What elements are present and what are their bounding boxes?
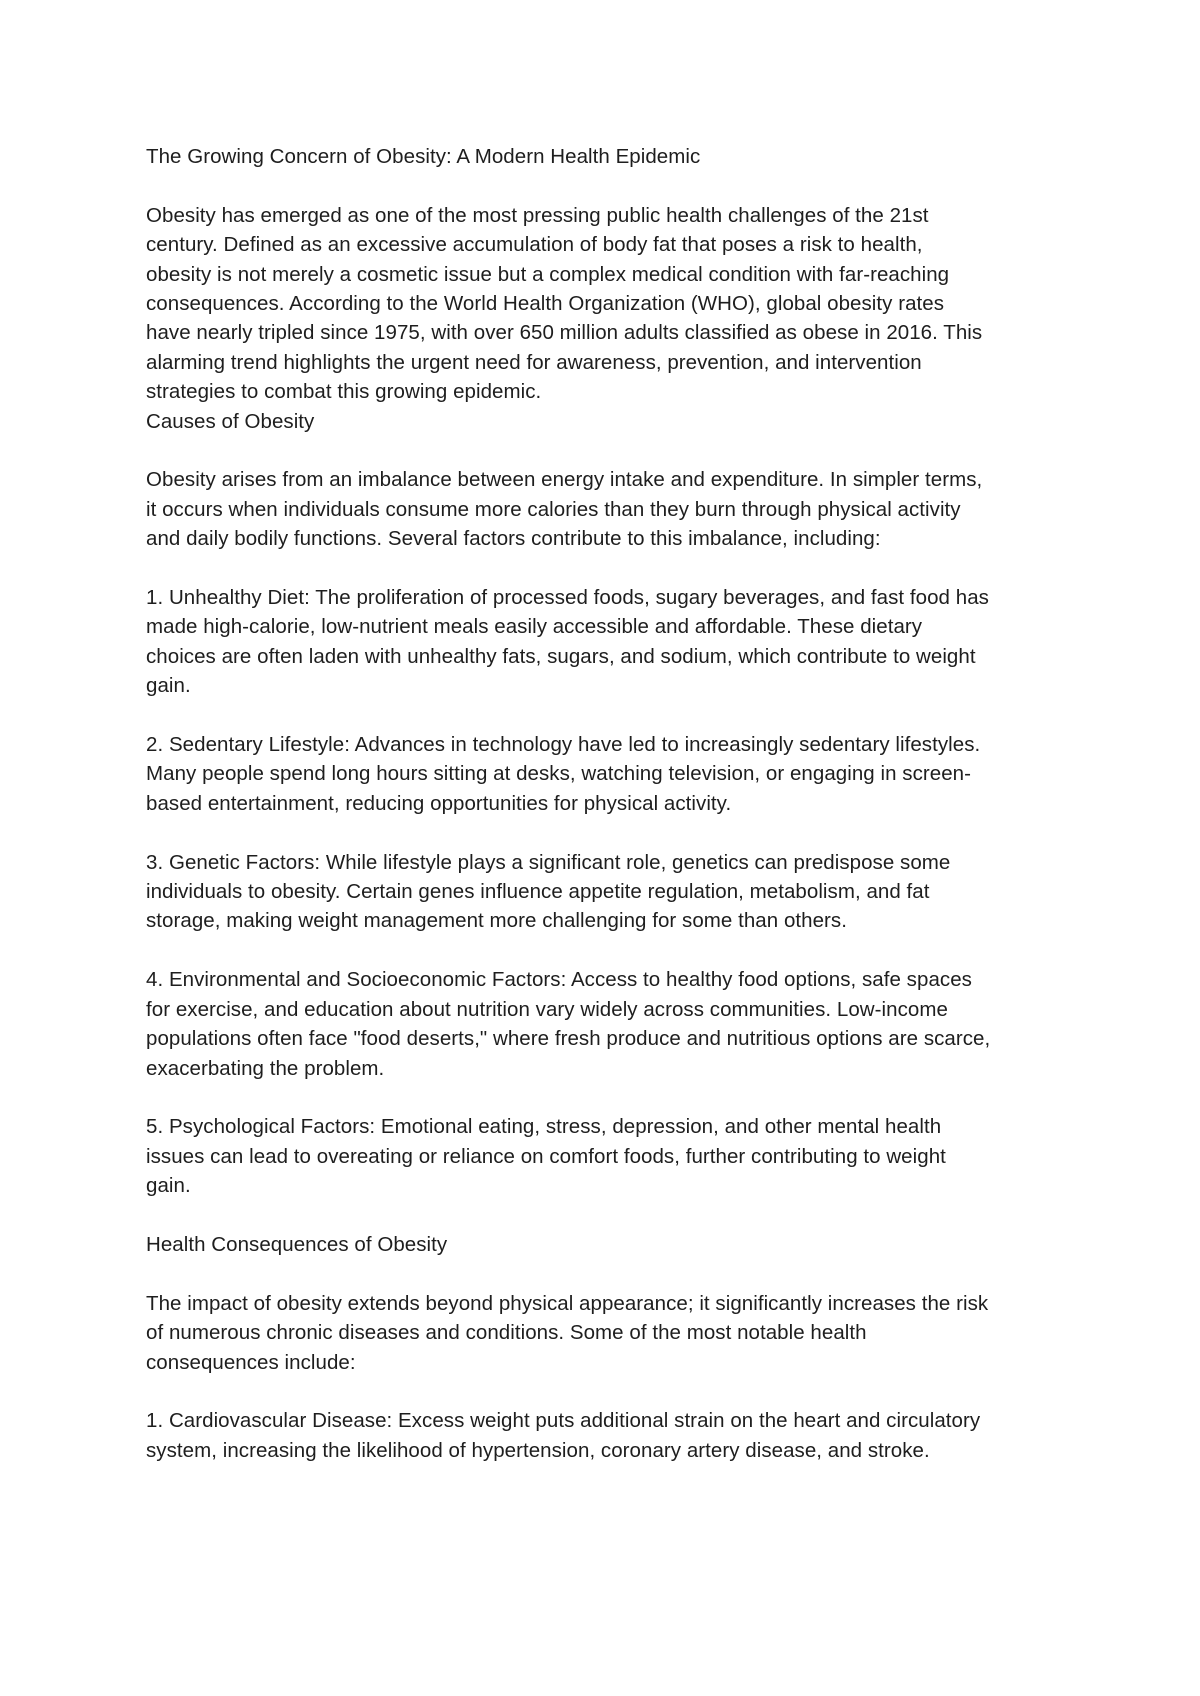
causes-intro-line: it occurs when individuals consume more calories than they burn through physical activity: [146, 497, 961, 521]
intro-line: Obesity has emerged as one of the most pressing public health challenges of the 21st: [146, 203, 929, 227]
causes-intro-line: and daily bodily functions. Several factors contribute to this imbalance, including:: [146, 527, 881, 551]
consequence-item-line: 1. Cardiovascular Disease: Excess weight puts additional strain on the heart and circulatory: [146, 1409, 981, 1433]
intro-line: century. Defined as an excessive accumulation of body fat that poses a risk to health,: [146, 233, 923, 257]
cause-item-line: populations often face "food deserts," where fresh produce and nutritious options are scarce,: [146, 1027, 991, 1051]
cause-item-line: 5. Psychological Factors: Emotional eating, stress, depression, and other mental health: [146, 1115, 942, 1139]
cause-item-line: individuals to obesity. Certain genes influence appetite regulation, metabolism, and fat: [146, 880, 930, 904]
causes-intro-line: Obesity arises from an imbalance between energy intake and expenditure. In simpler terms,: [146, 468, 983, 492]
intro-line: alarming trend highlights the urgent need for awareness, prevention, and intervention: [146, 350, 922, 374]
cause-item-line: Many people spend long hours sitting at desks, watching television, or engaging in screen-: [146, 762, 971, 786]
consequence-item-line: system, increasing the likelihood of hypertension, coronary artery disease, and stroke.: [146, 1438, 930, 1462]
intro-line: strategies to combat this growing epidemic.: [146, 380, 542, 404]
intro-line: consequences. According to the World Health Organization (WHO), global obesity rates: [146, 292, 945, 316]
cause-item-line: for exercise, and education about nutrition vary widely across communities. Low-income: [146, 997, 948, 1021]
cause-item-line: storage, making weight management more challenging for some than others.: [146, 909, 847, 933]
causes-heading: Causes of Obesity: [146, 409, 315, 433]
cause-item-line: 4. Environmental and Socioeconomic Factors: Access to healthy food options, safe spaces: [146, 968, 972, 992]
cause-item-line: 2. Sedentary Lifestyle: Advances in technology have led to increasingly sedentary lifestyles.: [146, 733, 981, 757]
cause-item-line: based entertainment, reducing opportunities for physical activity.: [146, 791, 732, 815]
document-title: The Growing Concern of Obesity: A Modern Health Epidemic: [146, 145, 701, 168]
cause-item-line: 3. Genetic Factors: While lifestyle plays a significant role, genetics can predispose some: [146, 850, 951, 874]
consequences-intro-line: The impact of obesity extends beyond physical appearance; it significantly increases the risk: [146, 1291, 989, 1315]
cause-item-line: issues can lead to overeating or reliance on comfort foods, further contributing to weight: [146, 1144, 946, 1168]
cause-item-line: exacerbating the problem.: [146, 1056, 385, 1080]
cause-item-line: 1. Unhealthy Diet: The proliferation of processed foods, sugary beverages, and fast food has: [146, 586, 989, 610]
consequences-intro-line: of numerous chronic diseases and conditions. Some of the most notable health: [146, 1321, 867, 1345]
cause-item-line: gain.: [146, 1174, 191, 1198]
cause-item-line: gain.: [146, 674, 191, 698]
cause-item-line: choices are often laden with unhealthy fats, sugars, and sodium, which contribute to weight: [146, 644, 976, 668]
intro-line: have nearly tripled since 1975, with over 650 million adults classified as obese in 2016. This: [146, 321, 983, 345]
intro-line: obesity is not merely a cosmetic issue but a complex medical condition with far-reaching: [146, 262, 950, 286]
document-body: [146, 142, 1076, 1465]
cause-item-line: made high-calorie, low-nutrient meals easily accessible and affordable. These dietary: [146, 615, 923, 639]
consequences-intro-line: consequences include:: [146, 1350, 356, 1374]
consequences-heading: Health Consequences of Obesity: [146, 1232, 448, 1256]
